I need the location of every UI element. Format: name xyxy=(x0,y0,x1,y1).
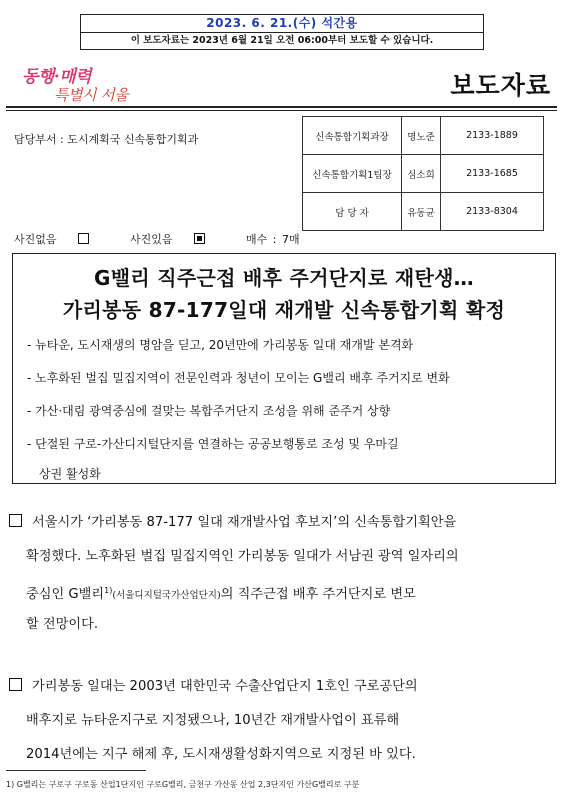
subheading: - 노후화된 벌집 밀집지역이 전문인력과 청년이 모이는 G밸리 배후 주거지로 변화 xyxy=(27,371,450,385)
para1-line3a: 중심인 G밸리 xyxy=(26,587,105,602)
photo-count: 매수 : 7매 xyxy=(246,233,300,246)
contact-name: 명노준 xyxy=(402,117,441,155)
contact-phone: 2133-1889 xyxy=(441,117,544,155)
para2-line2: 배후지로 뉴타운지구로 지정됐으나, 10년간 재개발사업이 표류해 xyxy=(26,713,400,728)
contact-role: 신속통합기획과장 xyxy=(303,117,402,155)
filled-checkbox-icon xyxy=(194,233,205,244)
para1-line4: 할 전망이다. xyxy=(26,617,99,632)
table-row xyxy=(303,155,544,193)
subheading: - 뉴타운, 도시재생의 명암을 딛고, 20년만에 가리봉동 일대 재개발 본격화 xyxy=(27,338,414,352)
contact-name: 유동균 xyxy=(402,193,441,231)
logo-line1: 동행·매력 xyxy=(22,67,92,87)
contact-phone: 2133-8304 xyxy=(441,193,544,231)
subheading-continued: 상권 활성화 xyxy=(39,467,101,481)
department: 담당부서 : 도시계획국 신속통합기획과 xyxy=(14,133,199,146)
embargo-box xyxy=(80,14,484,50)
headline-box xyxy=(12,253,556,484)
footnote: 1) G밸리는 구로구 구로동 산업1단지인 구로G밸리, 금천구 가산동 산업 2,3단지인 가산G밸리로 구분 xyxy=(6,780,360,789)
header-rule-thin xyxy=(6,110,557,111)
para1-line1: 서울시가 ‘가리봉동 87-177 일대 재개발사업 후보지’의 신속통합기획안을 xyxy=(32,515,457,530)
para1-line3b: 의 직주근접 배후 주거단지로 변모 xyxy=(220,587,416,602)
empty-checkbox-icon xyxy=(78,233,89,244)
paragraph-1 xyxy=(9,506,554,642)
contact-name: 심소희 xyxy=(402,155,441,193)
subheadings xyxy=(27,330,547,490)
footnote-ref: 1) xyxy=(104,586,113,595)
para2-line1: 가리봉동 일대는 2003년 대한민국 수출산업단지 1호인 구로공단의 xyxy=(32,679,418,694)
footnote-divider xyxy=(6,770,146,771)
table-row xyxy=(303,193,544,231)
embargo-date: 2023. 6. 21.(수) 석간용 xyxy=(206,16,358,30)
photo-info xyxy=(14,231,318,247)
contact-role: 담 당 자 xyxy=(303,193,402,231)
seoul-logo xyxy=(14,60,134,110)
headline-line2: 가리봉동 87-177일대 재개발 신속통합기획 확정 xyxy=(62,298,506,322)
has-photo-option xyxy=(130,233,223,246)
table-row xyxy=(303,117,544,155)
square-bullet-icon xyxy=(9,678,22,691)
square-bullet-icon xyxy=(9,514,22,527)
no-photo-option xyxy=(14,233,107,246)
para1-line2: 확정했다. 노후화된 벌집 밀집지역인 가리봉동 일대가 서남권 광역 일자리의 xyxy=(26,549,459,564)
logo-line2: 특별시 서울 xyxy=(54,86,129,104)
has-photo-label: 사진있음 xyxy=(130,233,173,246)
header-rule xyxy=(6,106,557,108)
contact-role: 신속통합기획1팀장 xyxy=(303,155,402,193)
para2-line3: 2014년에는 지구 해제 후, 도시재생활성화지역으로 지정된 바 있다. xyxy=(26,747,416,762)
headline-line1: G밸리 직주근접 배후 주거단지로 재탄생… xyxy=(94,266,474,290)
subheading: - 단절된 구로-가산디지털단지를 연결하는 공공보행통로 조성 및 우마길 xyxy=(27,437,399,451)
embargo-note: 이 보도자료는 2023년 6월 21일 오전 06:00부터 보도할 수 있습니다. xyxy=(81,32,483,49)
no-photo-label: 사진없음 xyxy=(14,233,57,246)
contact-phone: 2133-1685 xyxy=(441,155,544,193)
contacts-table xyxy=(302,116,544,231)
subheading: - 가산·대림 광역중심에 걸맞는 복합주거단지 조성을 위해 준주거 상향 xyxy=(27,404,391,418)
para1-paren: (서울디지털국가산업단지) xyxy=(112,590,221,601)
paragraph-2 xyxy=(9,670,554,772)
press-release-title: 보도자료 xyxy=(450,71,551,100)
